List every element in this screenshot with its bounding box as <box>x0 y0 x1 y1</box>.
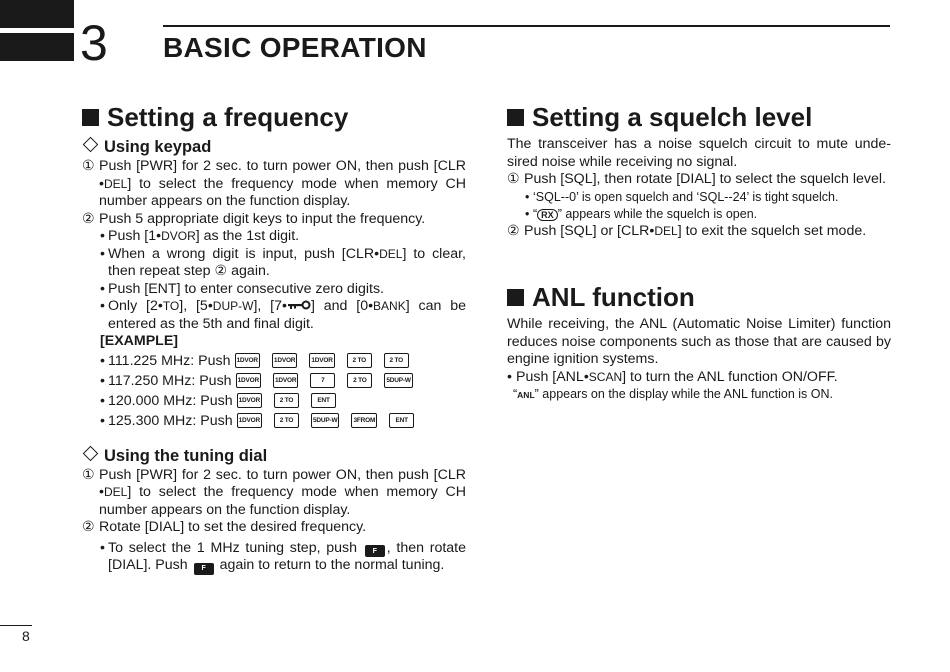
chapter-number: 3 <box>80 15 108 71</box>
keypad-key-icon: 2 TO <box>384 353 409 368</box>
chapter-tab-top <box>0 0 74 28</box>
rx-indicator-icon: RX <box>537 209 558 221</box>
keypad-key-icon: 2 TO <box>347 353 372 368</box>
section-heading-anl: ANL function <box>507 280 891 314</box>
keypad-bullet-4: • Only [2•TO], [5•DUP-W], [7• ] and [0•BANK] can be entered as the 5th and final digit. <box>100 298 466 332</box>
keypad-key-icon: 5DUP-W <box>384 373 412 388</box>
f-key-icon: F <box>365 545 385 557</box>
keypad-key-icon: ENT <box>311 393 336 408</box>
diamond-icon <box>83 137 99 153</box>
example-label-text: 111.225 MHz: Push <box>108 352 231 369</box>
footer-rule <box>0 625 32 626</box>
keypad-key-icon: ENT <box>389 413 414 428</box>
example-row: • 111.225 MHz: Push 1DVOR 1DVOR 1DVOR 2 TO 2 TO <box>82 351 466 371</box>
header-rule <box>163 25 890 27</box>
keypad-key-icon: 1DVOR <box>236 373 261 388</box>
squelch-sub-bullet-1: • ‘SQL--0’ is open squelch and ‘SQL--24’ is tight squelch. <box>525 189 839 204</box>
example-label-text: 120.000 MHz: Push <box>108 392 233 409</box>
example-list <box>82 351 466 431</box>
anl-bullet-1: • Push [ANL•SCAN] to turn the ANL function ON/OFF. <box>507 368 838 385</box>
squelch-step-1: ① Push [SQL], then rotate [DIAL] to select the squelch level. <box>507 171 886 187</box>
chapter-tab-bottom <box>0 33 74 61</box>
example-label-text: 125.300 MHz: Push <box>108 412 233 429</box>
example-row: • 120.000 MHz: Push 1DVOR 2 TO ENT <box>82 391 466 411</box>
section-heading-squelch: Setting a squelch level <box>507 100 891 134</box>
keypad-key-icon: 5DUP-W <box>311 413 339 428</box>
keypad-key-icon: 1DVOR <box>235 353 260 368</box>
anl-intro: While receiving, the ANL (Automatic Noise Limiter) function reduces noise components such as those that are caused by engine ignition systems. <box>507 316 891 367</box>
dial-step-1: ① Push [PWR] for 2 sec. to turn power ON, then push [CLR •DEL] to select the frequency mode when memory CH number appears on the function display. <box>82 466 466 518</box>
squelch-step-2: ② Push [SQL] or [CLR•DEL] to exit the squelch set mode. <box>507 222 867 239</box>
keypad-bullet-1: • Push [1•DVOR] as the 1st digit. <box>100 228 300 244</box>
square-bullet-icon <box>507 109 524 126</box>
section-heading-frequency: Setting a frequency <box>82 100 466 134</box>
example-label: [EXAMPLE] <box>100 333 179 349</box>
anl-indicator-icon: ANL <box>517 390 535 400</box>
example-row: • 117.250 MHz: Push 1DVOR 1DVOR 7 2 TO 5DUP-W <box>100 372 411 389</box>
example-row: • 125.300 MHz: Push 1DVOR 2 TO 5DUP-W 3FROM ENT <box>82 411 466 431</box>
keypad-key-icon: 1DVOR <box>237 393 262 408</box>
keypad-bullet-3: • Push [ENT] to enter consecutive zero digits. <box>100 280 384 297</box>
key-lock-icon <box>287 300 311 310</box>
keypad-key-icon: 2 TO <box>347 373 372 388</box>
square-bullet-icon <box>507 289 524 306</box>
right-column <box>507 100 891 404</box>
keypad-key-icon: 1DVOR <box>273 373 298 388</box>
squelch-sub-bullet-2: • “ RX ” appears while the squelch is open. <box>525 206 758 221</box>
f-key-icon: F <box>194 563 214 575</box>
left-column <box>82 100 466 575</box>
squelch-intro: The transceiver has a noise squelch circuit to mute unde-sired noise while receiving no signal. <box>507 136 891 170</box>
keypad-key-icon: 7 <box>310 373 335 388</box>
dial-step-2: ② Rotate [DIAL] to set the desired frequency. <box>82 519 367 535</box>
square-bullet-icon <box>82 109 99 126</box>
keypad-step-1: ① Push [PWR] for 2 sec. to turn power ON, then push [CLR •DEL] to select the frequency mode when memory CH number appears on the function display. <box>82 158 466 209</box>
keypad-key-icon: 2 TO <box>274 393 299 408</box>
subheading-tuning-dial: Using the tuning dial <box>82 445 466 467</box>
anl-note: “ANL” appears on the display while the ANL function is ON. <box>513 387 833 401</box>
chapter-title: BASIC OPERATION <box>163 32 427 63</box>
example-label-text: 117.250 MHz: Push <box>108 372 232 389</box>
diamond-icon <box>83 445 99 461</box>
keypad-key-icon: 1DVOR <box>272 353 297 368</box>
subheading-keypad: Using keypad <box>82 136 466 158</box>
keypad-key-icon: 2 TO <box>274 413 299 428</box>
page-number: 8 <box>22 628 30 644</box>
dial-bullet-1: • To select the 1 MHz tuning step, push F , then rotate [DIAL]. Push F again to return to the normal tuning. <box>100 539 466 574</box>
keypad-key-icon: 1DVOR <box>309 353 334 368</box>
keypad-key-icon: 1DVOR <box>237 413 262 428</box>
keypad-key-icon: 3FROM <box>351 413 377 428</box>
keypad-bullet-2: • When a wrong digit is input, push [CLR•DEL] to clear, then repeat step ② again. <box>100 245 466 279</box>
keypad-step-2: ② Push 5 appropriate digit keys to input the frequency. <box>82 210 426 227</box>
